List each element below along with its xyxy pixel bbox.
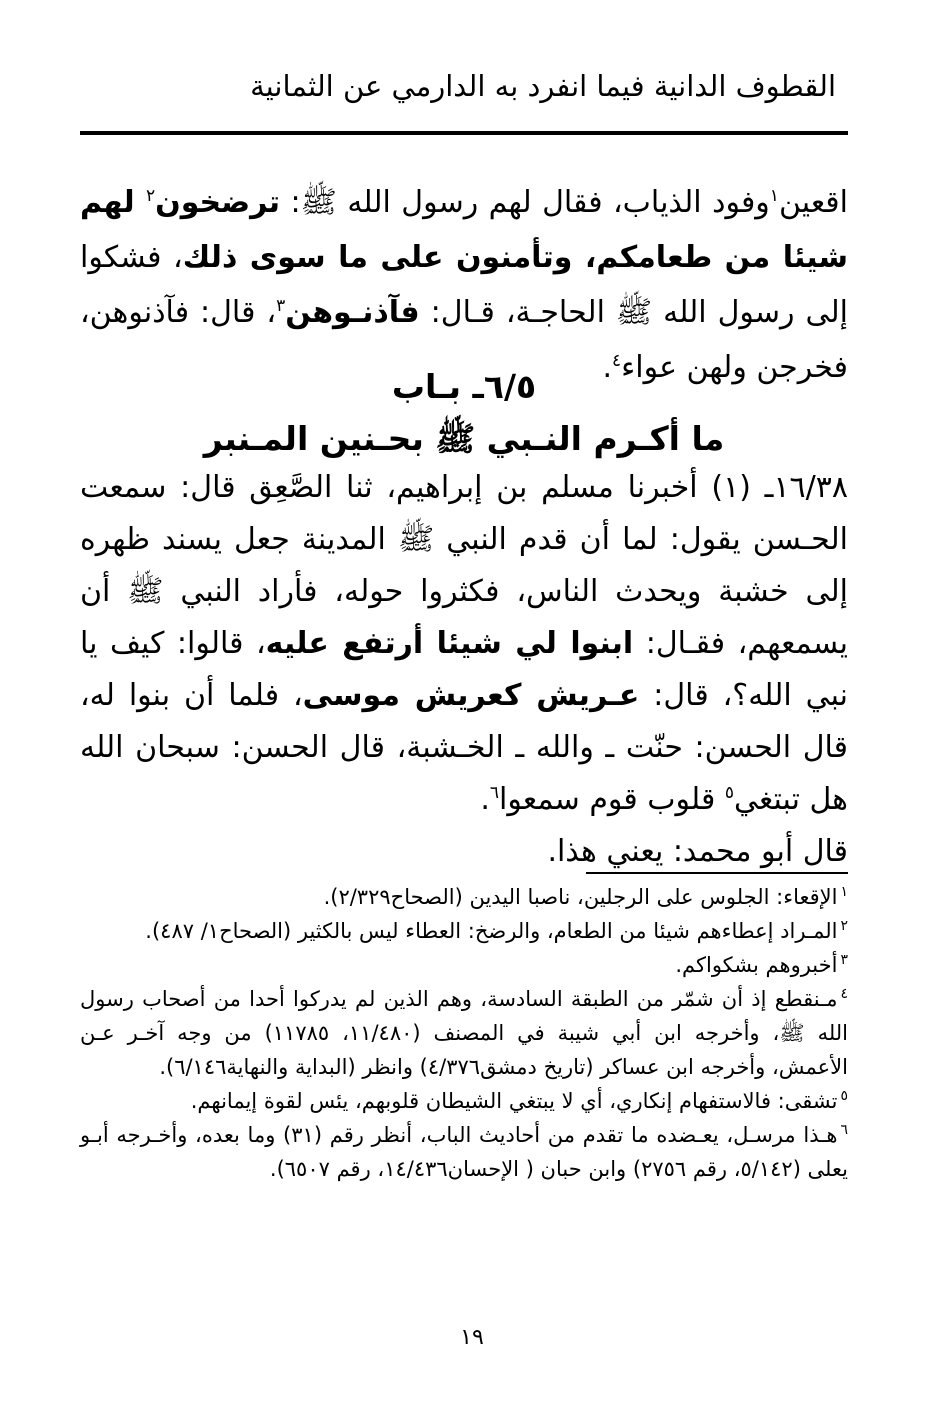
footnote [80,982,848,1084]
hadith-text: ، قالوا: كيف يا نبي الله؟، قال: [80,626,849,713]
intro-text: اقعين [778,185,848,220]
footnotes [80,880,848,1186]
intro-text: ، فشكوا إلى رسول الله ﷺ الحاجـة، قـال: [80,240,849,330]
hadith-block [80,462,848,878]
footnote-ref: ٣ [276,296,286,316]
footnote-ref: ٦ [489,783,500,803]
hadith-bold-text: عـريش كعريش موسى [302,678,640,713]
footnote-text: الإقعاء: الجلوس على الرجلين، ناصبا اليدين (الصحاح٢/٣٢٩). [323,885,838,909]
intro-text: . [602,350,612,385]
footnote [80,914,848,948]
page-number: ١٩ [460,1325,484,1350]
intro-bold-text: لهم شيئا من طعامكم، وتأمنون على ما سوى ذلك [80,185,848,275]
footnote-rule [586,872,848,874]
hadith-paragraph [80,462,848,826]
intro-bold-text: ترضخون [155,185,281,220]
footnote-number: ٢ [840,918,848,934]
section-number: ٦/٥ـ بـاب [391,367,537,406]
footnote [80,1084,848,1118]
hadith-text: قلوب قوم سمعوا [499,782,725,817]
footnote-ref: ٢ [145,186,156,206]
footnote [80,880,848,914]
footnote-text: المـراد إعطاءهم شيئا من الطعام، والرضخ: العطاء ليس بالكثير (الصحاح١/ ٤٨٧). [145,919,838,943]
closing-line: قال أبو محمد: يعني هذا. [547,834,848,869]
footnote-number: ١ [840,884,848,900]
running-header: القطوف الدانية فيما انفرد به الدارمي عن الثمانية [250,69,836,103]
footnote-number: ٥ [840,1088,848,1104]
footnote-text: أخبروهم بشكواكم. [675,953,838,977]
hadith-text: . [480,782,490,817]
intro-bold-text: فآذنـوهن [285,295,420,330]
header-rule [80,131,848,135]
footnote-number: ٤ [840,986,848,1002]
hadith-text: ، فلما أن بنوا له، قال الحسن: حنّت ـ والله ـ الخـشبة، قال الحسن: سبحان الله هل تبتغي [80,678,848,817]
footnote-number: ٦ [840,1122,848,1138]
footnote-text: مـنقطع إذ أن شمّر من الطبقة السادسة، وهم الذين لم يدركوا أحدا من أصحاب رسول الله ﷺ، وأخرجه ابن أبي شيبة في المصنف (١١/٤٨٠، ١١٧٨٥) من وجه آخـر عـن الأعمش، وأخرجه ابن عساكر (تاريخ دمشق٤/٣٧٦) وانظر (البداية والنهاية٦/١٤٦). [80,987,849,1079]
section-title: ما أكـرم النـبي ﷺ بحـنين المـنبر [203,419,725,458]
footnote [80,948,848,982]
intro-text: وفود الذياب، فقال لهم رسول الله ﷺ: [280,185,770,220]
footnote-ref: ٤ [612,351,622,371]
footnote-text: تشقى: فالاستفهام إنكاري، أي لا يبتغي الشيطان قلوبهم، يئس لقوة إيمانهم. [190,1089,838,1113]
footnote-text: هـذا مرسـل، يعـضده ما تقدم من أحاديث الباب، أنظر رقم (٣١) وما بعده، وأخـرجه أبـو يعلى (٥/١٤٢، رقم ٢٧٥٦) وابن حبان ( الإحسان١٤/٤٣٦، رقم ٦٥٠٧). [80,1123,848,1181]
footnote-number: ٣ [840,952,848,968]
hadith-bold-text: ابنوا لي شيئا أرتفع عليه [265,626,634,661]
footnote [80,1118,848,1186]
hadith-text: ١٦/٣٨ـ (١) أخبرنا مسلم بن إبراهيم، ثنا الصَّعِق قال: سمعت الحـسن يقول: لما أن قدم النبي ﷺ المدينة جعل يسند ظهره إلى خشبة ويحدث الناس، فكثروا حوله، فأراد النبي ﷺ أن يسمعهم، فقـال: [80,470,849,661]
intro-text: ، قال: فآذنوهن، فخرجن ولهن عواء [80,295,848,385]
footnote-ref: ٥ [724,783,734,803]
footnote-ref: ١ [769,186,779,206]
